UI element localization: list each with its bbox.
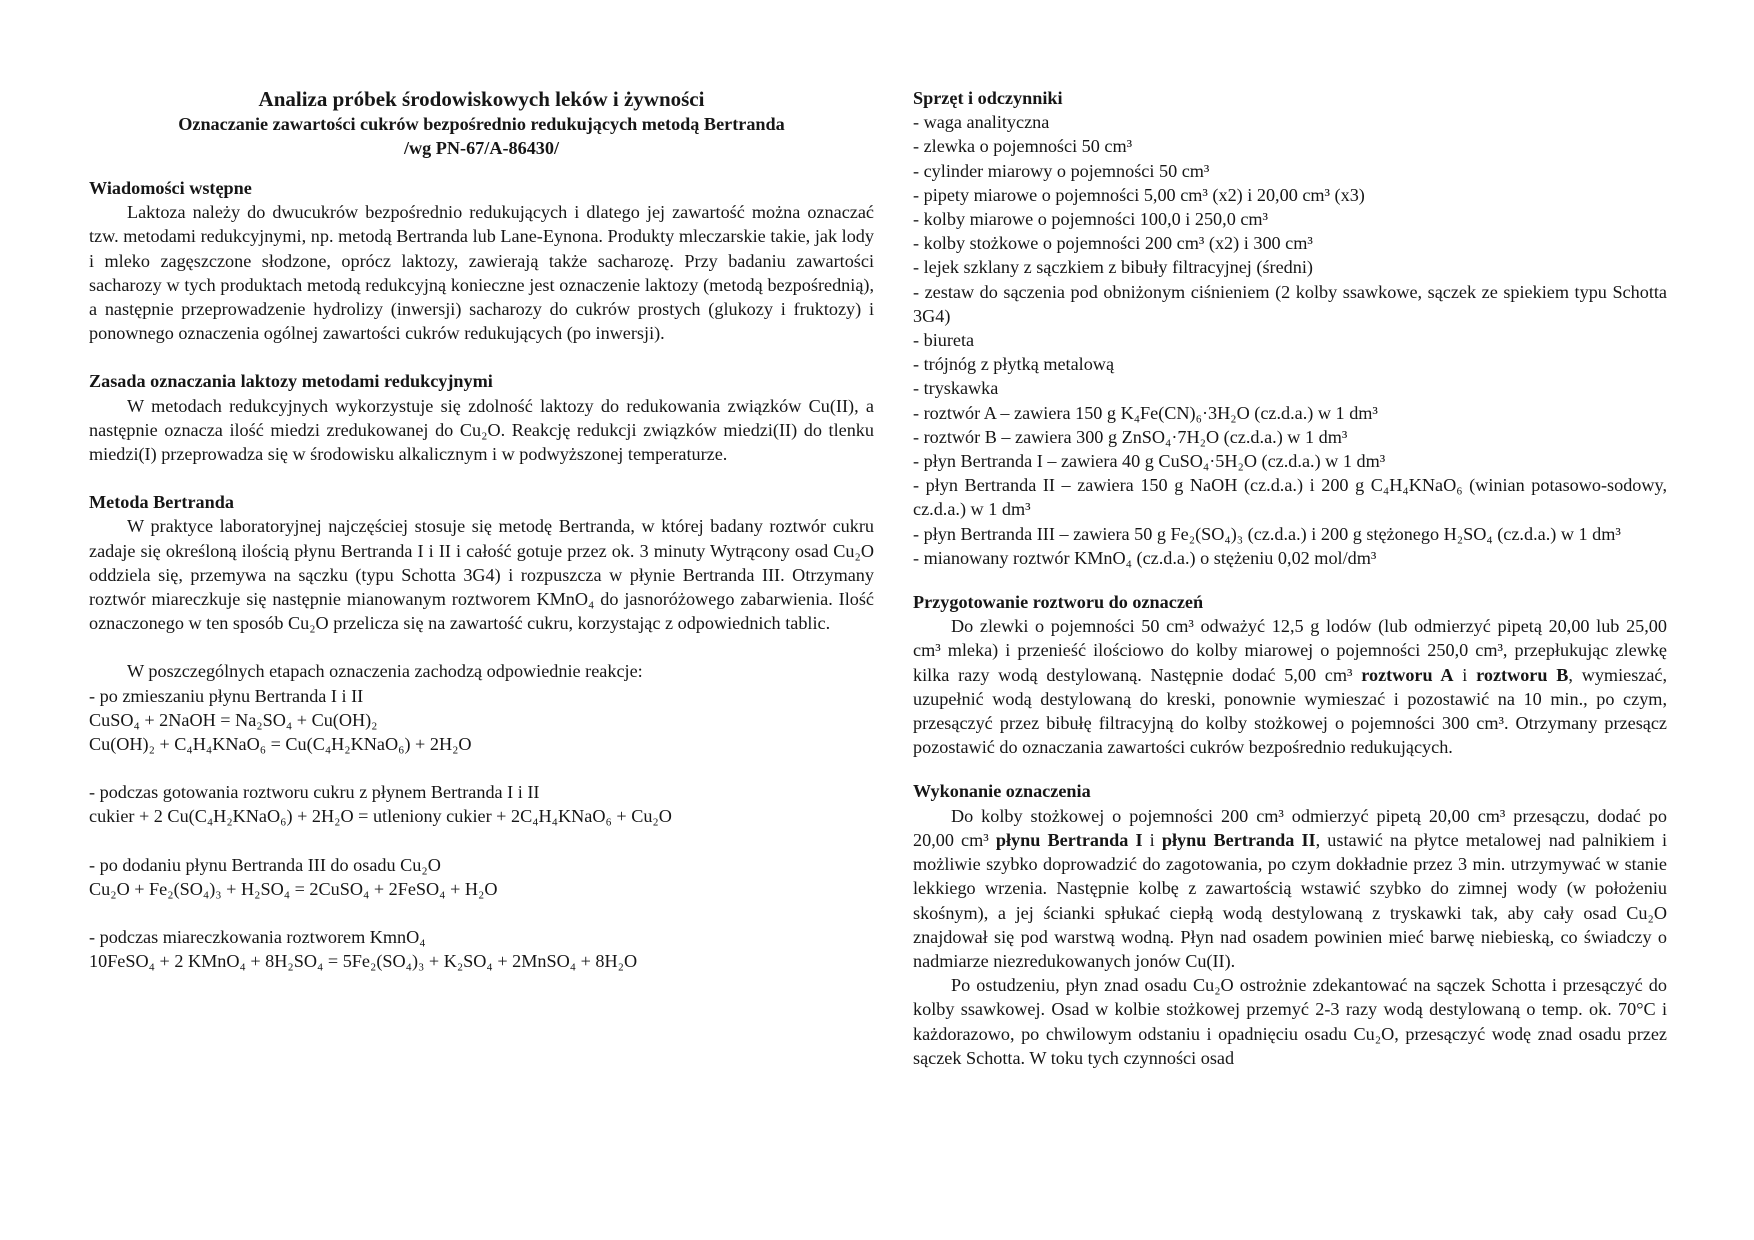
list-item: - tryskawka [913,378,999,399]
section-heading-wykonanie: Wykonanie oznaczenia [913,781,1091,802]
bold-roztwor-a: roztworu A [1361,664,1454,685]
step2-label: - podczas gotowania roztworu cukru z płynem Bertranda I i II [89,782,540,803]
step1-equation-2: Cu(OH)₂ + C₄H₄KNaO₆ = Cu(C₄H₂KNaO₆) + 2H₂O [89,734,472,755]
list-item: - lejek szklany z sączkiem z bibuły filtracyjnej (średni) [913,257,1313,278]
list-item: - waga analityczna [913,112,1050,133]
document-subtitle: Oznaczanie zawartości cukrów bezpośrednio redukujących metodą Bertranda [178,114,785,134]
bold-plyn-bertranda-1: płynu Bertranda I [995,829,1143,850]
paragraph-metoda: W praktyce laboratoryjnej najczęściej stosuje się metodę Bertranda, w której badany roztwór cukru zadaje się określoną ilością płynu Bertranda I i II i całość gotuje przez ok. 3 minuty Wytrącony osad Cu₂O oddziela się, przemywa na sączku (typu Schotta 3G4) i rozpuszcza w płynie Bertranda III. Otrzymany roztwór miareczkuje się następnie mianowanym roztworem KMnO₄ do jasnoróżowego zabarwienia. Ilość oznaczonego w ten sposób Cu₂O przelicza się na zawartość cukru, korzystając z odpowiednich tablic. [89,516,874,634]
list-item: - roztwór A – zawiera 150 g K₄Fe(CN)₆·3H₂O (cz.d.a.) w 1 dm³ [913,402,1378,423]
section-heading-przygotowanie: Przygotowanie roztworu do oznaczeń [913,592,1204,613]
equipment-list [913,110,1667,570]
list-item: - cylinder miarowy o pojemności 50 cm³ [913,160,1210,181]
list-item: - mianowany roztwór KMnO₄ (cz.d.a.) o stężeniu 0,02 mol/dm³ [913,547,1377,568]
step3-equation: Cu₂O + Fe₂(SO₄)₃ + H₂SO₄ = 2CuSO₄ + 2FeSO₄ + H₂O [89,878,498,899]
right-column [913,86,1667,1070]
paragraph-wykonanie-2: Po ostudzeniu, płyn znad osadu Cu₂O ostrożnie zdekantować na sączek Schotta i przesączyć do kolby ssawkowej. Osad w kolbie stożkowej przemyć 2-3 razy wodą destylowaną o temp. ok. 70°C i każdorazowo, po chwilowym odstaniu i opadnięciu osadu Cu₂O, przesączyć wodę znad osadu przez sączek Schotta. W toku tych czynności osad [913,975,1667,1068]
paragraph-zasada: W metodach redukcyjnych wykorzystuje się zdolność laktozy do redukowania związków Cu(II), a następnie oznacza ilość miedzi zredukowanej do Cu₂O. Reakcję redukcji związków miedzi(II) do tlenku miedzi(I) przeprowadza się w środowisku alkalicznym i w podwyższonej temperaturze. [89,395,874,465]
bold-roztwor-b: roztworu B [1476,664,1569,685]
paragraph-wiadomosci: Laktoza należy do dwucukrów bezpośrednio redukujących i dlatego jej zawartość można oznaczać tzw. metodami redukcyjnymi, np. metodą Bertranda lub Lane-Eynona. Produkty mleczarskie takie, jak lody i mleko zagęszczone słodzone, oprócz laktozy, zawierają także sacharozę. Przy badaniu zawartości sacharozy w tych produktach metodą redukcyjną konieczne jest oznaczenie laktozy (metodą bezpośrednią), a następnie przeprowadzenie hydrolizy (inwersji) sacharozy do cukrów prostych (glukozy i fruktozy) i ponownego oznaczenia ogólnej zawartości cukrów redukujących (po inwersji). [89,202,874,344]
step3-label: - po dodaniu płynu Bertranda III do osadu Cu₂O [89,854,441,875]
list-item: - płyn Bertranda III – zawiera 50 g Fe₂(SO₄)₃ (cz.d.a.) i 200 g stężonego H₂SO₄ (cz.d.a.) w 1 dm³ [913,523,1621,544]
step1-equation-1: CuSO₄ + 2NaOH = Na₂SO₄ + Cu(OH)₂ [89,709,378,730]
list-item: - kolby stożkowe o pojemności 200 cm³ (x2) i 300 cm³ [913,233,1313,254]
reactions-intro: W poszczególnych etapach oznaczenia zachodzą odpowiednie reakcje: [127,661,643,682]
document-norm: /wg PN-67/A-86430/ [403,138,560,158]
list-item: - płyn Bertranda II – zawiera 150 g NaOH (cz.d.a.) i 200 g C₄H₄KNaO₆ (winian potasowo-sodowy, cz.d.a.) w 1 dm³ [913,475,1667,520]
section-heading-wiadomosci: Wiadomości wstępne [89,178,252,198]
step4-equation: 10FeSO₄ + 2 KMnO₄ + 8H₂SO₄ = 5Fe₂(SO₄)₃ + K₂SO₄ + 2MnSO₄ + 8H₂O [89,951,638,972]
list-item: - biureta [913,330,975,351]
list-item: - płyn Bertranda I – zawiera 40 g CuSO₄·5H₂O (cz.d.a.) w 1 dm³ [913,451,1386,472]
step1-label: - po zmieszaniu płynu Bertranda I i II [89,685,364,706]
list-item: - pipety miarowe o pojemności 5,00 cm³ (x2) i 20,00 cm³ (x3) [913,184,1365,205]
document-title: Analiza próbek środowiskowych leków i żywności [258,87,705,111]
paragraph-przygotowanie: Do zlewki o pojemności 50 cm³ odważyć 12,5 g lodów (lub odmierzyć pipetą 20,00 lub 25,00 cm³ mleka) i przenieść ilościowo do kolby miarowej o pojemności 250,0 cm³, przepłukując zlewkę kilka razy wodą destylowaną. Następnie dodać 5,00 cm³ roztworu A i roztworu B, wymieszać, uzupełnić wodą destylowaną do kreski, ponownie wymieszać i pozostawić na 10 min., po czym, przesączyć przez bibułę filtracyjną do kolby stożkowej o pojemności 300 cm³. Otrzymany przesącz pozostawić do oznaczania zawartości cukrów bezpośrednio redukujących. [913,616,1668,758]
section-heading-metoda: Metoda Bertranda [89,492,234,513]
section-heading-sprzet: Sprzęt i odczynniki [913,88,1063,108]
section-heading-zasada: Zasada oznaczania laktozy metodami redukcyjnymi [89,371,493,392]
step2-equation: cukier + 2 Cu(C₄H₂KNaO₆) + 2H₂O = utleniony cukier + 2C₄H₄KNaO₆ + Cu₂O [89,806,672,827]
left-column [89,86,874,973]
step4-label: - podczas miareczkowania roztworem KmnO₄ [89,927,426,948]
list-item: - zlewka o pojemności 50 cm³ [913,136,1133,157]
title-block [89,86,874,160]
list-item: - kolby miarowe o pojemności 100,0 i 250,0 cm³ [913,209,1269,230]
list-item: - zestaw do sączenia pod obniżonym ciśnieniem (2 kolby ssawkowe, sączek ze spiekiem typu Schotta 3G4) [913,281,1667,326]
list-item: - trójnóg z płytką metalową [913,354,1115,375]
bold-plyn-bertranda-2: płynu Bertranda II [1161,829,1316,850]
list-item: - roztwór B – zawiera 300 g ZnSO₄·7H₂O (cz.d.a.) w 1 dm³ [913,426,1348,447]
paragraph-wykonanie-1: Do kolby stożkowej o pojemności 200 cm³ odmierzyć pipetą 20,00 cm³ przesączu, dodać po 20,00 cm³ płynu Bertranda I i płynu Bertranda II, ustawić na płytce metalowej nad palnikiem i możliwie szybko doprowadzić do zagotowania, po czym dokładnie przez 3 min. utrzymywać w stanie lekkiego wrzenia. Następnie kolbę z zawartością wstawić szybko do zimnej wody (w położeniu skośnym), a jej ścianki spłukać ciepłą wodą destylowaną z tryskawki tak, aby cały osad Cu₂O znajdował się pod warstwą wodną. Płyn nad osadem powinien mieć barwę niebieską, co świadczy o nadmiarze niezredukowanych jonów Cu(II). [913,805,1668,971]
